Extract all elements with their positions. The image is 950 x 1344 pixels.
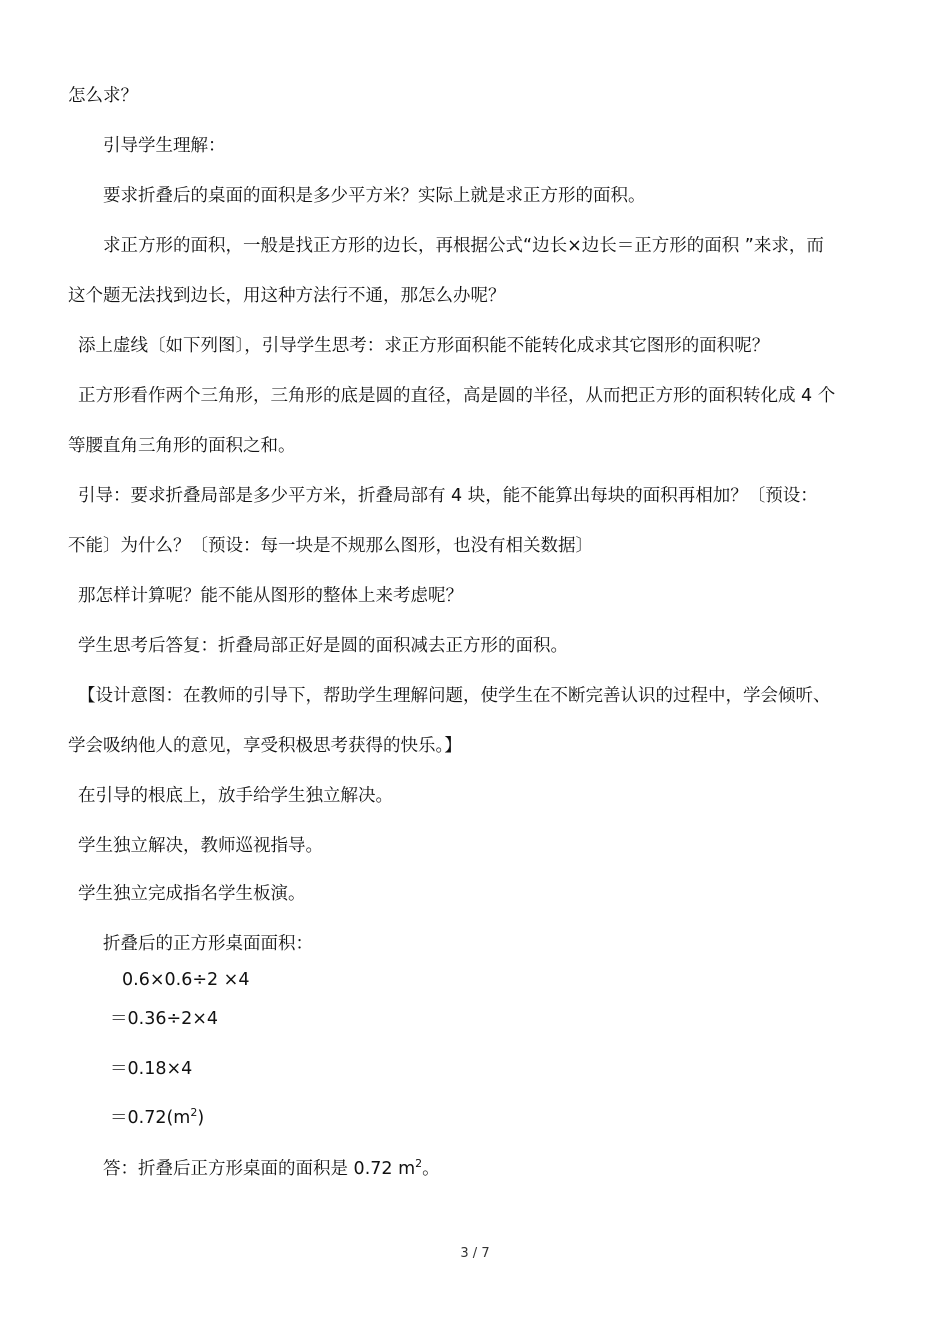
answer-end: 。 — [422, 1159, 440, 1179]
design-intent-line-2: 学会吸纳他人的意见，享受积极思考获得的快乐。】 — [68, 736, 462, 756]
text-line-2: 引导学生理解： — [103, 136, 226, 156]
calc-result-value: ＝0.72(m — [110, 1108, 191, 1128]
calc-heading: 折叠后的正方形桌面面积： — [103, 934, 313, 954]
text-line-16: 学生独立解决，教师巡视指导。 — [78, 836, 323, 856]
text-line-15: 在引导的根底上，放手给学生独立解决。 — [78, 786, 393, 806]
text-line-10: 不能〕为什么？〔预设：每一块是不规那么图形，也没有相关数据〕 — [68, 536, 593, 556]
text-line-3: 要求折叠后的桌面的面积是多少平方米？实际上就是求正方形的面积。 — [103, 186, 646, 206]
calc-result-close: ) — [197, 1108, 205, 1128]
design-intent-line-1: 【设计意图：在教师的引导下，帮助学生理解问题，使学生在不断完善认识的过程中，学会倾听、 — [78, 686, 831, 706]
text-line-4: 求正方形的面积，一般是找正方形的边长，再根据公式“边长×边长＝正方形的面积 ”来求，而 — [103, 236, 824, 256]
page-number: 3 / 7 — [460, 1246, 490, 1261]
text-line-7: 正方形看作两个三角形，三角形的底是圆的直径，高是圆的半径，从而把正方形的面积转化成 4 个 — [78, 386, 836, 406]
answer-text: 答：折叠后正方形桌面的面积是 0.72 m — [103, 1159, 416, 1179]
text-line-8: 等腰直角三角形的面积之和。 — [68, 436, 296, 456]
text-line-17: 学生独立完成指名学生板演。 — [78, 884, 306, 904]
calc-step-2: ＝0.36÷2×4 — [110, 1009, 219, 1029]
text-line-11: 那怎样计算呢？能不能从图形的整体上来考虑呢？ — [78, 586, 463, 606]
text-line-12: 学生思考后答复：折叠局部正好是圆的面积减去正方形的面积。 — [78, 636, 568, 656]
text-line-1: 怎么求？ — [68, 86, 138, 106]
text-line-6: 添上虚线〔如下列图〕，引导学生思考：求正方形面积能不能转化成求其它图形的面积呢？ — [78, 336, 770, 356]
text-line-9: 引导：要求折叠局部是多少平方米，折叠局部有 4 块，能不能算出每块的面积再相加？〔预设： — [78, 486, 818, 506]
calc-step-1: 0.6×0.6÷2 ×4 — [122, 970, 250, 990]
answer-exponent: 2 — [415, 1157, 423, 1171]
text-line-5: 这个题无法找到边长，用这种方法行不通，那怎么办呢？ — [68, 286, 506, 306]
calc-result-exponent: 2 — [190, 1106, 198, 1120]
calc-step-4 — [110, 1106, 204, 1130]
answer-line — [103, 1157, 440, 1181]
calc-step-3: ＝0.18×4 — [110, 1059, 193, 1079]
